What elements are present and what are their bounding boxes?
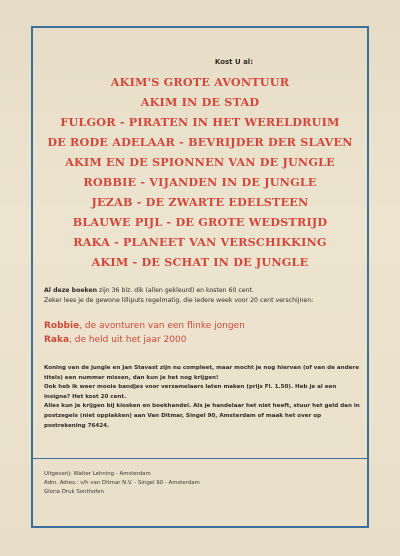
price-note-bold: Al deze boeken [44, 287, 98, 294]
book-title: AKIM IN DE STAD [140, 95, 260, 109]
imprint-address: Adm. Adres.: v/h van Ditmar N.V. - Singel 90 - Amsterdam [44, 480, 200, 486]
imprint-publisher: Uitgeverij: Walter Lehning - Amsterdam [44, 471, 151, 477]
promo-raka [44, 334, 362, 347]
book-title: RAKA - PLANEET VAN VERSCHIKKING [73, 235, 327, 249]
weekly-note: Zeker lees je de gewone lilliputs regelmatig, die iedere week voor 20 cent verschijnen: [44, 297, 314, 304]
book-title: AKIM'S GROTE AVONTUUR [110, 75, 290, 89]
book-title: JEZAB - DE ZWARTE EDELSTEEN [91, 195, 309, 209]
promo-name: Robbie [44, 321, 80, 331]
price-note [44, 286, 362, 295]
divider-rule [33, 458, 367, 459]
imprint-printer: Gloria Druk Sonthofen [44, 489, 104, 495]
promo-rest: , de held uit het jaar 2000 [69, 335, 187, 345]
promo-robbie [44, 320, 362, 333]
imprint [44, 470, 344, 497]
promo-rest: , de avonturen van een flinke jongen [79, 321, 245, 331]
book-title-list [33, 72, 367, 272]
book-title: AKIM - DE SCHAT IN DE JUNGLE [91, 255, 309, 269]
book-title: DE RODE ADELAAR - BEVRIJDER DER SLAVEN [47, 135, 353, 149]
price-note-rest: zijn 36 blz. dik (allen gekleurd) en kosten 60 cent. [97, 287, 254, 294]
book-title: AKIM EN DE SPIONNEN VAN DE JUNGLE [65, 155, 335, 169]
body-paragraph: Koning van de jungle en Jan Stavast zijn nu compleet, maar mocht je nog hiervan (of van de andere titels) een nummer missen, dan kun je het nog krijgen! [44, 365, 359, 381]
book-title: BLAUWE PIJL - DE GROTE WEDSTRIJD [72, 215, 328, 229]
book-title: ROBBIE - VIJANDEN IN DE JUNGLE [83, 175, 317, 189]
body-paragraph: Alles kun je krijgen bij kiosken en boekhandel. Als je handelaar het niet heeft, stuur het geld dan in postzegels (niet opplakken) aan Van Ditmar, Singel 90, Amsterdam of maak het over op postrekening 76424. [44, 403, 360, 429]
promo-name: Raka [44, 335, 70, 345]
book-title: FULGOR - PIRATEN IN HET WERELDRUIM [60, 115, 340, 129]
kost-label: Kost U al: [214, 58, 253, 66]
blue-border-frame [31, 26, 369, 528]
body-text [44, 364, 360, 431]
body-paragraph: Ook heb ik weer mooie bandjes voor verzamelaars laten maken (prijs Fl. 1.50). Heb je al een insigne? Het kost 20 cent. [44, 384, 337, 400]
